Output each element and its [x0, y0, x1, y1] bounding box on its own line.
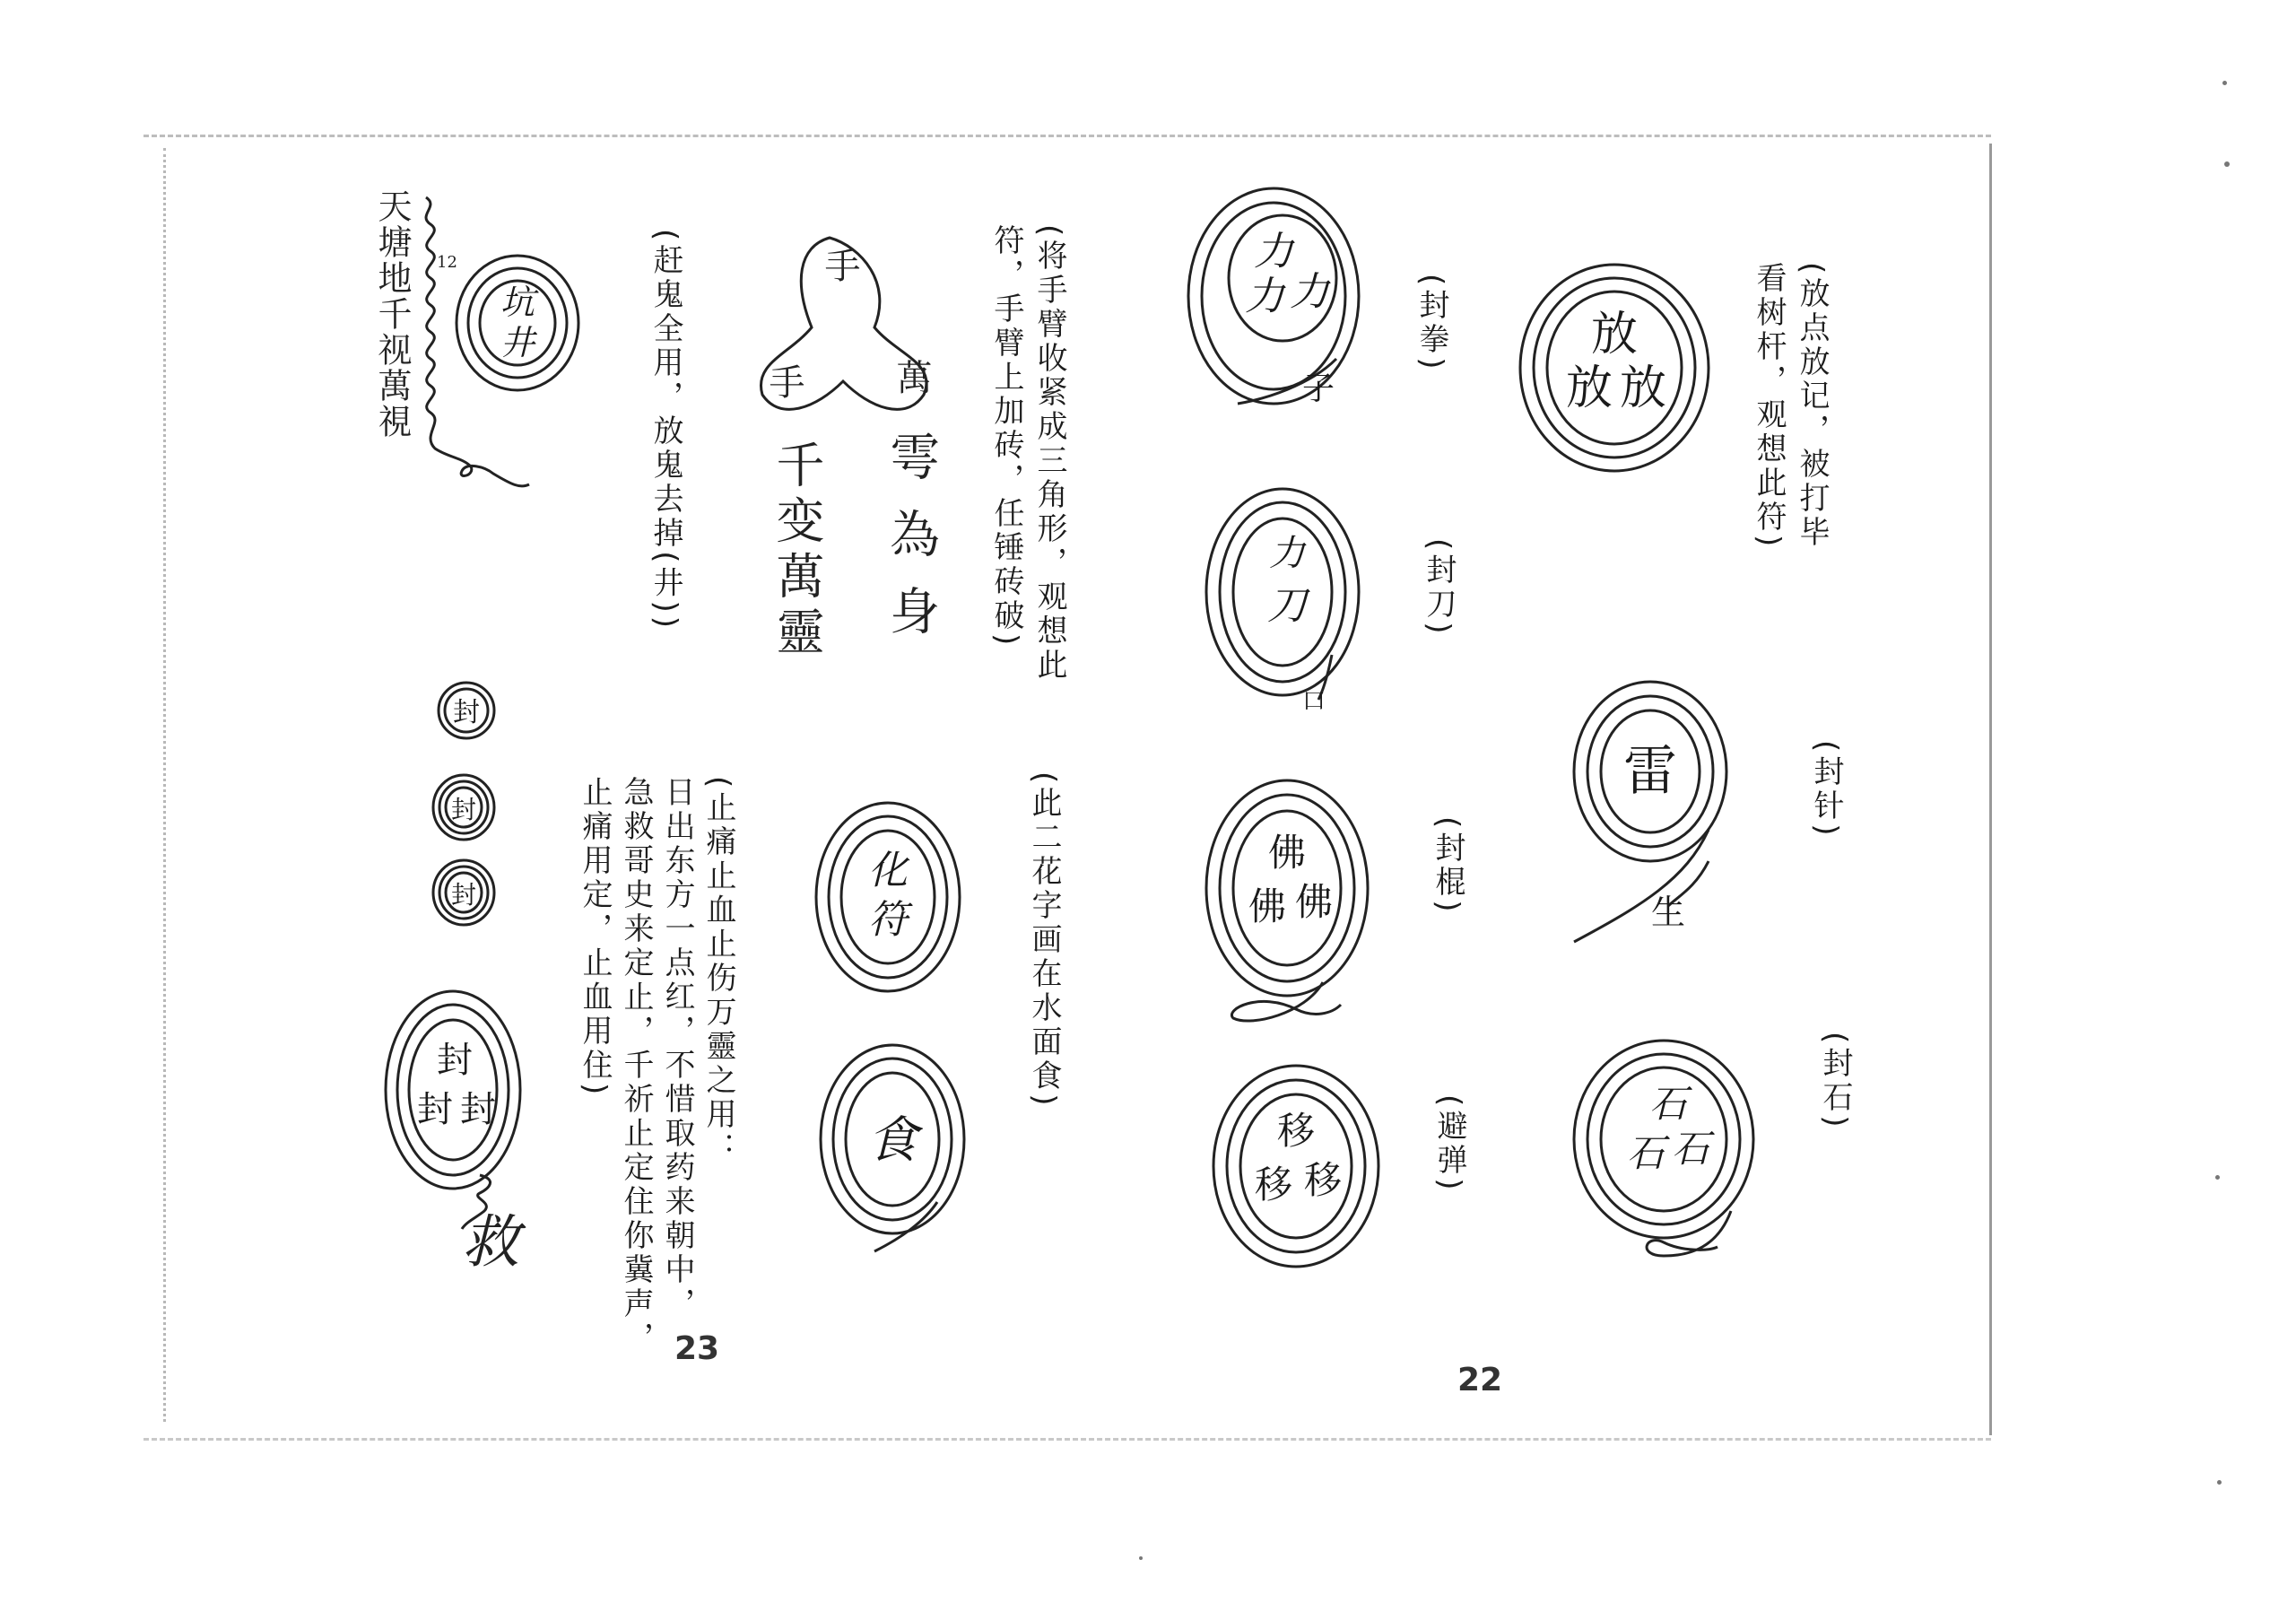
triangle-top-char: 手: [819, 247, 860, 292]
talisman-feng-small-2: [430, 771, 498, 843]
note-shi: (封石): [1817, 1032, 1853, 1131]
note-shui: (此二花字画在水面食): [1026, 771, 1062, 1110]
frame-right-edge: [1989, 144, 1992, 1435]
talisman-char: 雷: [1623, 740, 1677, 803]
talisman-char: 放: [1590, 308, 1639, 362]
triangle-left-char: 手: [763, 363, 804, 408]
talisman-yi: [1206, 1059, 1386, 1274]
talisman-char: 力: [1254, 229, 1293, 274]
talisman-tail: 子: [1301, 370, 1335, 407]
talisman-fo: [1197, 771, 1377, 1032]
scan-speck: [2217, 1480, 2222, 1485]
scan-speck: [2215, 1175, 2220, 1180]
note-dao: (封刀): [1421, 538, 1457, 638]
note-gun: (封棍): [1430, 816, 1465, 916]
talisman-char: 佛: [1294, 880, 1334, 924]
scan-speck: [2222, 81, 2227, 85]
note-zhitong: (止痛止血止伤万靈之用： 日出东方一点红，不惜取药来朝中， 急救哥史来定止，千祈止定住你冀声， 止痛用定，止血用住): [577, 776, 736, 1355]
talisman-char: 封: [417, 1089, 453, 1130]
page-number-23: 23: [674, 1330, 720, 1367]
talisman-shi: [1565, 1032, 1762, 1265]
talisman-kengjing: [453, 251, 587, 404]
talisman-char: 移: [1303, 1158, 1343, 1202]
talisman-char: 佛: [1267, 831, 1307, 875]
talisman-fang: [1516, 260, 1713, 484]
small-number: 12: [437, 253, 457, 272]
talisman-char: 石: [1671, 1127, 1710, 1171]
talisman-char: 力: [1245, 274, 1284, 319]
talisman-char: 石: [1648, 1082, 1688, 1126]
talisman-char: 封: [450, 795, 477, 824]
note-zhen: (封针): [1808, 740, 1844, 840]
handwriting-tiantang: 天塘地千视萬視: [372, 188, 412, 440]
note-gangui: (赶鬼全用，放鬼去掉(井)): [648, 229, 683, 632]
talisman-char: 坑: [500, 283, 535, 322]
talisman-char: 刀: [1267, 583, 1307, 629]
talisman-char: 力: [1290, 269, 1329, 315]
talisman-feng-small-1: [435, 679, 498, 742]
talisman-dao: [1197, 484, 1377, 718]
handwriting-sign: 救: [452, 1211, 518, 1277]
talisman-tail: 口: [1301, 688, 1326, 715]
scan-speck: [2224, 161, 2230, 167]
talisman-char: 食: [867, 1111, 918, 1170]
talisman-char: 放: [1619, 362, 1667, 415]
talisman-lei: [1561, 673, 1740, 969]
talisman-char: 移: [1254, 1163, 1293, 1207]
talisman-char: 封: [453, 697, 480, 728]
talisman-char: 化: [868, 848, 908, 893]
frame-left-edge: [163, 148, 166, 1422]
note-dan: (避弹): [1431, 1094, 1467, 1194]
scan-speck: [1139, 1556, 1143, 1560]
talisman-char: 井: [500, 323, 535, 362]
talisman-char: 移: [1276, 1109, 1316, 1153]
talisman-char: 石: [1626, 1131, 1665, 1175]
triangle-right-char: 萬: [891, 359, 932, 404]
talisman-shi-food: [812, 1041, 973, 1256]
talisman-li: [1184, 179, 1381, 413]
note-fang: (放点放记，被打毕 看树杆，观想此符): [1751, 262, 1830, 551]
talisman-char: 佛: [1248, 884, 1287, 928]
talisman-tail: 生: [1650, 893, 1686, 932]
talisman-hua-fu: [807, 798, 969, 1005]
page-number-22: 22: [1457, 1362, 1503, 1398]
talisman-char: 封: [460, 1089, 496, 1130]
talisman-char: 放: [1565, 362, 1613, 415]
talisman-char: 封: [450, 880, 477, 910]
talisman-char: 封: [437, 1040, 473, 1081]
talisman-char: 符: [868, 897, 908, 943]
handwriting-wei-shen: 雩為身: [882, 431, 940, 662]
talisman-feng-small-3: [430, 857, 498, 928]
note-quan: (封拳): [1413, 274, 1449, 373]
note-shoubi: (将手臂收紧成三角形，观想此 符，手臂上加砖，任锤砖破): [988, 224, 1067, 684]
talisman-char: 力: [1269, 533, 1305, 574]
handwriting-qian-bian: 千变萬靈: [769, 440, 825, 662]
